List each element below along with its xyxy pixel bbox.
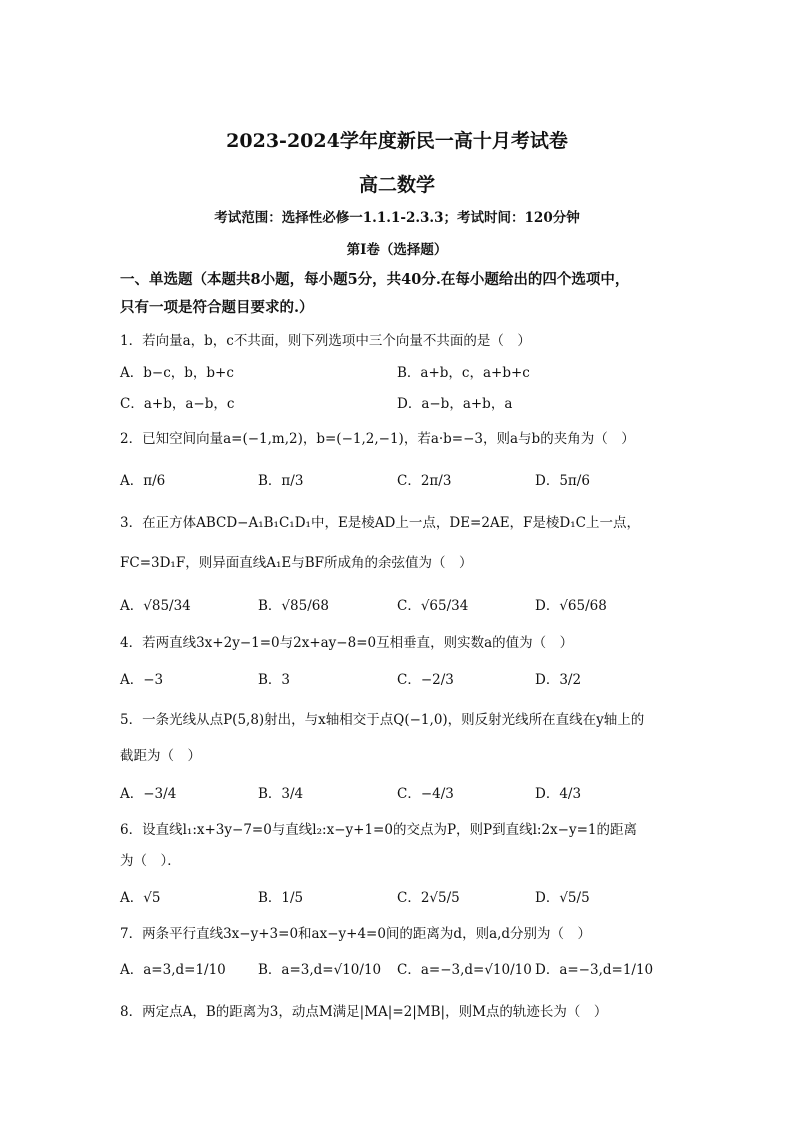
exam-info: 考试范围：选择性必修一1.1.1-2.3.3；考试时间：120分钟 — [214, 210, 580, 226]
question-4-stem: 4．若两直线3x+2y−1=0与2x+ay−8=0互相垂直，则实数a的值为（ ） — [120, 635, 574, 651]
q3-option-d: D．√65/68 — [535, 598, 607, 614]
q5-option-a: A．−3/4 — [120, 786, 177, 802]
q2-option-c: C．2π/3 — [397, 473, 452, 489]
q2-option-a: A．π/6 — [120, 473, 166, 489]
section-heading-line1: 一、单选题（本题共8小题，每小题5分，共40分.在每小题给出的四个选项中， — [120, 271, 630, 288]
q7-option-d: D．a=−3,d=1/10 — [535, 962, 654, 978]
question-1-stem: 1．若向量a，b，c不共面，则下列选项中三个向量不共面的是（ ） — [120, 333, 531, 349]
q7-option-b: B．a=3,d=√10/10 — [258, 962, 382, 978]
q4-option-c: C．−2/3 — [397, 672, 454, 688]
q6-option-d: D．√5/5 — [535, 890, 590, 906]
q6-option-b: B．1/5 — [258, 890, 304, 906]
q2-option-d: D．5π/6 — [535, 473, 590, 489]
question-6-stem-line2: 为（ ）． — [120, 853, 181, 869]
question-5-stem-line2: 截距为（ ） — [120, 748, 201, 764]
q1-option-b: B．a+b，c，a+b+c — [397, 365, 530, 381]
q1-option-a: A．b−c，b，b+c — [120, 365, 234, 381]
q3-option-a: A．√85/34 — [120, 598, 191, 614]
q6-option-c: C．2√5/5 — [397, 890, 460, 906]
question-2-stem: 2．已知空间向量a=(−1,m,2)，b=(−1,2,−1)，若a·b=−3，则a与b的夹角为（ ） — [120, 431, 635, 447]
q3-option-b: B．√85/68 — [258, 598, 329, 614]
volume-heading: 第I卷（选择题） — [346, 242, 448, 258]
q5-option-c: C．−4/3 — [397, 786, 454, 802]
question-8-stem: 8．两定点A，B的距离为3，动点M满足|MA|=2|MB|，则M点的轨迹长为（ ） — [120, 1004, 608, 1020]
q2-option-b: B．π/3 — [258, 473, 304, 489]
q1-option-d: D．a−b，a+b，a — [397, 396, 513, 412]
q7-option-a: A．a=3,d=1/10 — [120, 962, 226, 978]
q5-option-d: D．4/3 — [535, 786, 582, 802]
question-3-stem-line2: FC=3D₁F，则异面直线A₁E与BF所成角的余弦值为（ ） — [120, 555, 473, 571]
q5-option-b: B．3/4 — [258, 786, 304, 802]
section-heading-line2: 只有一项是符合题目要求的.） — [120, 299, 314, 316]
q1-option-c: C．a+b，a−b，c — [120, 396, 235, 412]
question-7-stem: 7．两条平行直线3x−y+3=0和ax−y+4=0间的距离为d，则a,d分别为（ ） — [120, 926, 592, 942]
question-3-stem-line1: 3．在正方体ABCD−A₁B₁C₁D₁中，E是棱AD上一点，DE=2AE，F是棱D₁C上一点， — [120, 515, 640, 531]
q3-option-c: C．√65/34 — [397, 598, 469, 614]
q6-option-a: A．√5 — [120, 890, 161, 906]
q7-option-c: C．a=−3,d=√10/10 — [397, 962, 532, 978]
subject-title: 高二数学 — [358, 174, 435, 196]
question-5-stem-line1: 5．一条光线从点P(5,8)射出，与x轴相交于点Q(−1,0)，则反射光线所在直线在y轴上的 — [120, 712, 645, 728]
question-6-stem-line1: 6．设直线l₁:x+3y−7=0与直线l₂:x−y+1=0的交点为P，则P到直线l:2x−y=1的距离 — [120, 822, 638, 838]
q4-option-b: B．3 — [258, 672, 291, 688]
q4-option-d: D．3/2 — [535, 672, 582, 688]
q4-option-a: A．−3 — [120, 672, 164, 688]
exam-title: 2023-2024学年度新民一高十月考试卷 — [226, 130, 568, 152]
